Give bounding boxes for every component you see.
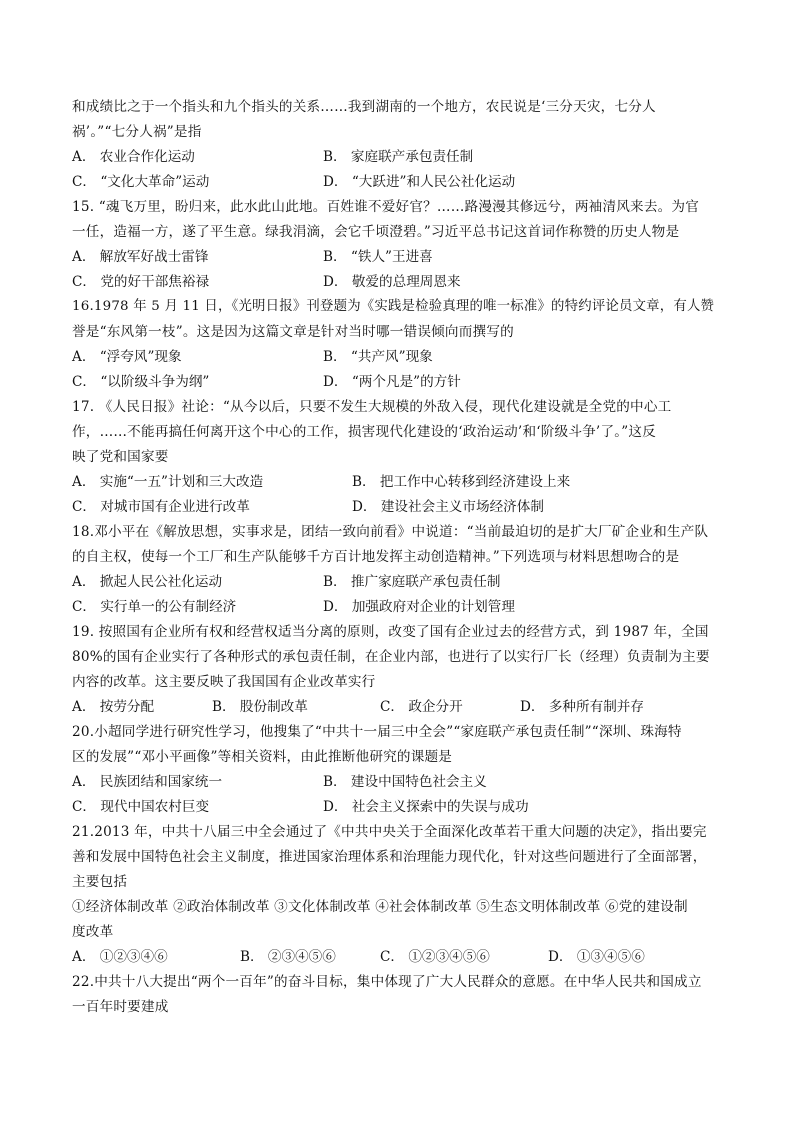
q16-option-d[interactable]: D． “两个凡是”的方针 [323,374,461,390]
q17-option-b[interactable]: B． 把工作中心转移到经济建设上来 [352,474,571,490]
q21-option-d[interactable]: D． ①③④⑤⑥ [548,949,645,965]
q20-line-2: 区的发展”“邓小平画像”等相关资料，由此推断他研究的课题是 [72,749,453,765]
q22-line-2: 一百年时要建成 [72,999,169,1015]
q19-line-2: 80%的国有企业实行了各种形式的承包责任制，在企业内部，也进行了以实行厂长（经理）负责制为主要 [72,649,710,665]
q18-option-a[interactable]: A． 掀起人民公社化运动 [72,574,223,590]
q21-option-b[interactable]: B． ②③④⑤⑥ [240,949,336,965]
q15-option-c[interactable]: C． 党的好干部焦裕禄 [72,274,210,290]
q19-option-a[interactable]: A． 按劳分配 [72,699,155,715]
q21-line-1: 21.2013 年，中共十八届三中全会通过了《中共中央关于全面深化改革若干重大问题的决定》，指出要完 [72,824,707,840]
q18-line-1: 18.邓小平在《解放思想，实事求是，团结一致向前看》中说道：“当前最迫切的是扩大厂矿企业和生产队 [72,524,709,540]
q19-option-c[interactable]: C． 政企分开 [380,699,463,715]
q17-line-2: 作，……不能再搞任何离开这个中心的工作，损害现代化建设的‘政治运动’和‘阶级斗争’了。”这反 [72,424,656,440]
q17-option-d[interactable]: D． 建设社会主义市场经济体制 [352,499,544,515]
q17-line-3: 映了党和国家要 [72,449,169,465]
q17-option-a[interactable]: A． 实施“一五”计划和三大改造 [72,474,264,490]
q20-option-b[interactable]: B． 建设中国特色社会主义 [323,774,487,790]
q19-option-d[interactable]: D． 多种所有制并存 [520,699,644,715]
q16-line-2: 誉是“东风第一枝”。这是因为这篇文章是针对当时哪一错误倾向而撰写的 [72,324,514,340]
q14-option-d[interactable]: D． “大跃进”和人民公社化运动 [323,174,516,190]
q18-option-d[interactable]: D． 加强政府对企业的计划管理 [323,599,515,615]
q19-line-3: 内容的改革。这主要反映了我国国有企业改革实行 [72,674,376,690]
q15-line-2: 一任，造福一方，遂了平生意。绿我涓滴，会它千顷澄碧。”习近平总书记这首词作称赞的历史人物是 [72,224,680,240]
q14-option-c[interactable]: C． “文化大革命”运动 [72,174,210,190]
q21-line-4: ①经济体制改革 ②政治体制改革 ③文化体制改革 ④社会体制改革 ⑤生态文明体制改革 ⑥党的建设制 [72,899,688,915]
q20-line-1: 20.小超同学进行研究性学习，他搜集了“中共十一届三中全会”“家庭联产承包责任制”“深圳、珠海特 [72,724,682,740]
q21-line-5: 度改革 [72,924,114,940]
q17-line-1: 17. 《人民日报》社论：“从今以后，只要不发生大规模的外敌入侵，现代化建设就是全党的中心工 [72,399,672,415]
q21-option-a[interactable]: A． ①②③④⑥ [72,949,168,965]
q20-option-d[interactable]: D． 社会主义探索中的失误与成功 [323,799,529,815]
q16-option-a[interactable]: A． “浮夸风”现象 [72,349,182,365]
q22-line-1: 22.中共十八大提出“两个一百年”的奋斗目标，集中体现了广大人民群众的意愿。在中华人民共和国成立 [72,974,702,990]
q16-option-c[interactable]: C． “以阶级斗争为纲” [72,374,210,390]
q15-option-d[interactable]: D． 敬爱的总理周恩来 [323,274,461,290]
q19-line-1: 19. 按照国有企业所有权和经营权适当分离的原则，改变了国有企业过去的经营方式，到 1987 年，全国 [72,624,709,640]
q16-option-b[interactable]: B． “共产风”现象 [323,349,433,365]
q18-line-2: 的自主权，使每一个工厂和生产队能够千方百计地发挥主动创造精神。”下列选项与材料思想吻合的是 [72,549,680,565]
q21-line-2: 善和发展中国特色社会主义制度，推进国家治理体系和治理能力现代化，针对这些问题进行了全面部署， [72,849,707,865]
q14-option-a[interactable]: A． 农业合作化运动 [72,149,195,165]
q19-option-b[interactable]: B． 股份制改革 [212,699,308,715]
q14-option-b[interactable]: B． 家庭联产承包责任制 [323,149,474,165]
q15-option-a[interactable]: A． 解放军好战士雷锋 [72,249,209,265]
q18-option-b[interactable]: B． 推广家庭联产承包责任制 [323,574,501,590]
q17-option-c[interactable]: C． 对城市国有企业进行改革 [72,499,250,515]
q20-option-c[interactable]: C． 现代中国农村巨变 [72,799,210,815]
q21-option-c[interactable]: C． ①②③④⑤⑥ [380,949,490,965]
q14-line-1: 和成绩比之于一个指头和九个指头的关系……我到湖南的一个地方，农民说是‘三分天灾，七分人 [72,99,656,115]
q18-option-c[interactable]: C． 实行单一的公有制经济 [72,599,237,615]
q15-line-1: 15. “魂飞万里，盼归来，此水此山此地。百姓谁不爱好官？……路漫漫其修远兮，两袖清风来去。为官 [72,199,700,215]
q16-line-1: 16.1978 年 5 月 11 日，《光明日报》刊登题为《实践是检验真理的唯一标准》的特约评论员文章，有人赞 [72,299,715,314]
q14-line-2: 祸’。”“七分人祸”是指 [72,124,202,140]
q20-option-a[interactable]: A． 民族团结和国家统一 [72,774,223,790]
q21-line-3: 主要包括 [72,874,128,890]
q15-option-b[interactable]: B． “铁人”王进喜 [323,249,433,265]
